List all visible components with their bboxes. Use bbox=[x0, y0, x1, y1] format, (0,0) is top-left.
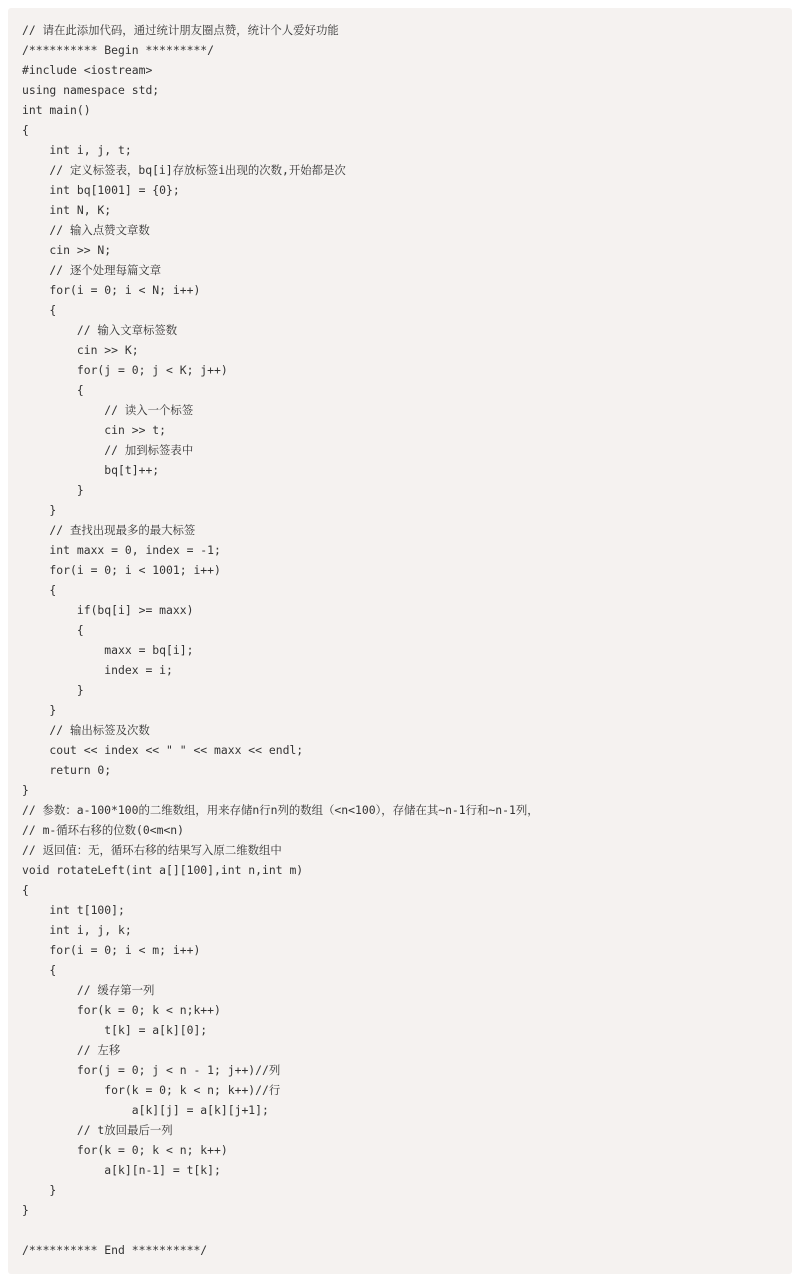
code-line: int bq[1001] = {0}; bbox=[22, 183, 180, 197]
code-line: cin >> t; bbox=[22, 423, 167, 437]
code-line: { bbox=[22, 623, 84, 637]
code-line: cout << index << " " << maxx << endl; bbox=[22, 743, 304, 757]
code-line: return 0; bbox=[22, 763, 112, 777]
code-line: // 输出标签及次数 bbox=[22, 723, 150, 737]
code-line: } bbox=[22, 783, 29, 797]
code-line: int t[100]; bbox=[22, 903, 125, 917]
code-line: // 缓存第一列 bbox=[22, 983, 155, 997]
code-line: { bbox=[22, 123, 29, 137]
code-line: // 参数：a-100*100的二维数组，用来存储n行n列的数组（<n<100），存储在其~n-1行和~n-1列， bbox=[22, 803, 539, 817]
code-line: maxx = bq[i]; bbox=[22, 643, 194, 657]
code-line: // 加到标签表中 bbox=[22, 443, 194, 457]
code-line: { bbox=[22, 883, 29, 897]
code-line: int i, j, t; bbox=[22, 143, 132, 157]
code-line: { bbox=[22, 583, 57, 597]
code-line: // t放回最后一列 bbox=[22, 1123, 173, 1137]
code-line: for(j = 0; j < K; j++) bbox=[22, 363, 228, 377]
code-line: /********** Begin *********/ bbox=[22, 43, 215, 57]
code-line: { bbox=[22, 383, 84, 397]
code-line: // m-循环右移的位数(0<m<n) bbox=[22, 823, 185, 837]
code-line: bq[t]++; bbox=[22, 463, 160, 477]
code-line: int main() bbox=[22, 103, 91, 117]
code-line: // 返回值：无，循环右移的结果写入原二维数组中 bbox=[22, 843, 282, 857]
code-line: // 定义标签表，bq[i]存放标签i出现的次数,开始都是次 bbox=[22, 163, 346, 177]
code-line: int N, K; bbox=[22, 203, 112, 217]
code-line: // 输入文章标签数 bbox=[22, 323, 178, 337]
code-line: } bbox=[22, 1183, 57, 1197]
code-line: a[k][n-1] = t[k]; bbox=[22, 1163, 221, 1177]
code-line: } bbox=[22, 503, 57, 517]
code-line: } bbox=[22, 683, 84, 697]
code-line: for(i = 0; i < 1001; i++) bbox=[22, 563, 221, 577]
code-line: { bbox=[22, 963, 57, 977]
code-line: // 读入一个标签 bbox=[22, 403, 194, 417]
code-line bbox=[22, 1220, 792, 1240]
code-line: { bbox=[22, 303, 57, 317]
code-line: using namespace std; bbox=[22, 83, 160, 97]
code-block bbox=[8, 8, 792, 1274]
code-line: t[k] = a[k][0]; bbox=[22, 1023, 208, 1037]
code-line: // 左移 bbox=[22, 1043, 121, 1057]
code-line: for(k = 0; k < n;k++) bbox=[22, 1003, 221, 1017]
code-line: /********** End **********/ bbox=[22, 1243, 208, 1257]
code-line: for(k = 0; k < n; k++)//行 bbox=[22, 1083, 281, 1097]
code-line: void rotateLeft(int a[][100],int n,int m) bbox=[22, 863, 304, 877]
code-line: int i, j, k; bbox=[22, 923, 132, 937]
code-line: for(i = 0; i < m; i++) bbox=[22, 943, 201, 957]
code-line: for(i = 0; i < N; i++) bbox=[22, 283, 201, 297]
code-line: cin >> K; bbox=[22, 343, 139, 357]
code-line: // 逐个处理每篇文章 bbox=[22, 263, 162, 277]
code-line: #include <iostream> bbox=[22, 63, 153, 77]
code-line: if(bq[i] >= maxx) bbox=[22, 603, 194, 617]
code-line: index = i; bbox=[22, 663, 173, 677]
code-line: } bbox=[22, 1203, 29, 1217]
code-line: int maxx = 0, index = -1; bbox=[22, 543, 221, 557]
code-line: // 输入点赞文章数 bbox=[22, 223, 150, 237]
code-lines bbox=[22, 20, 792, 1260]
code-line: // 请在此添加代码，通过统计朋友圈点赞，统计个人爱好功能 bbox=[22, 23, 339, 37]
code-line: } bbox=[22, 703, 57, 717]
code-line: cin >> N; bbox=[22, 243, 112, 257]
code-line: // 查找出现最多的最大标签 bbox=[22, 523, 196, 537]
code-line: for(j = 0; j < n - 1; j++)//列 bbox=[22, 1063, 281, 1077]
code-line: for(k = 0; k < n; k++) bbox=[22, 1143, 228, 1157]
code-line: } bbox=[22, 483, 84, 497]
code-line: a[k][j] = a[k][j+1]; bbox=[22, 1103, 269, 1117]
